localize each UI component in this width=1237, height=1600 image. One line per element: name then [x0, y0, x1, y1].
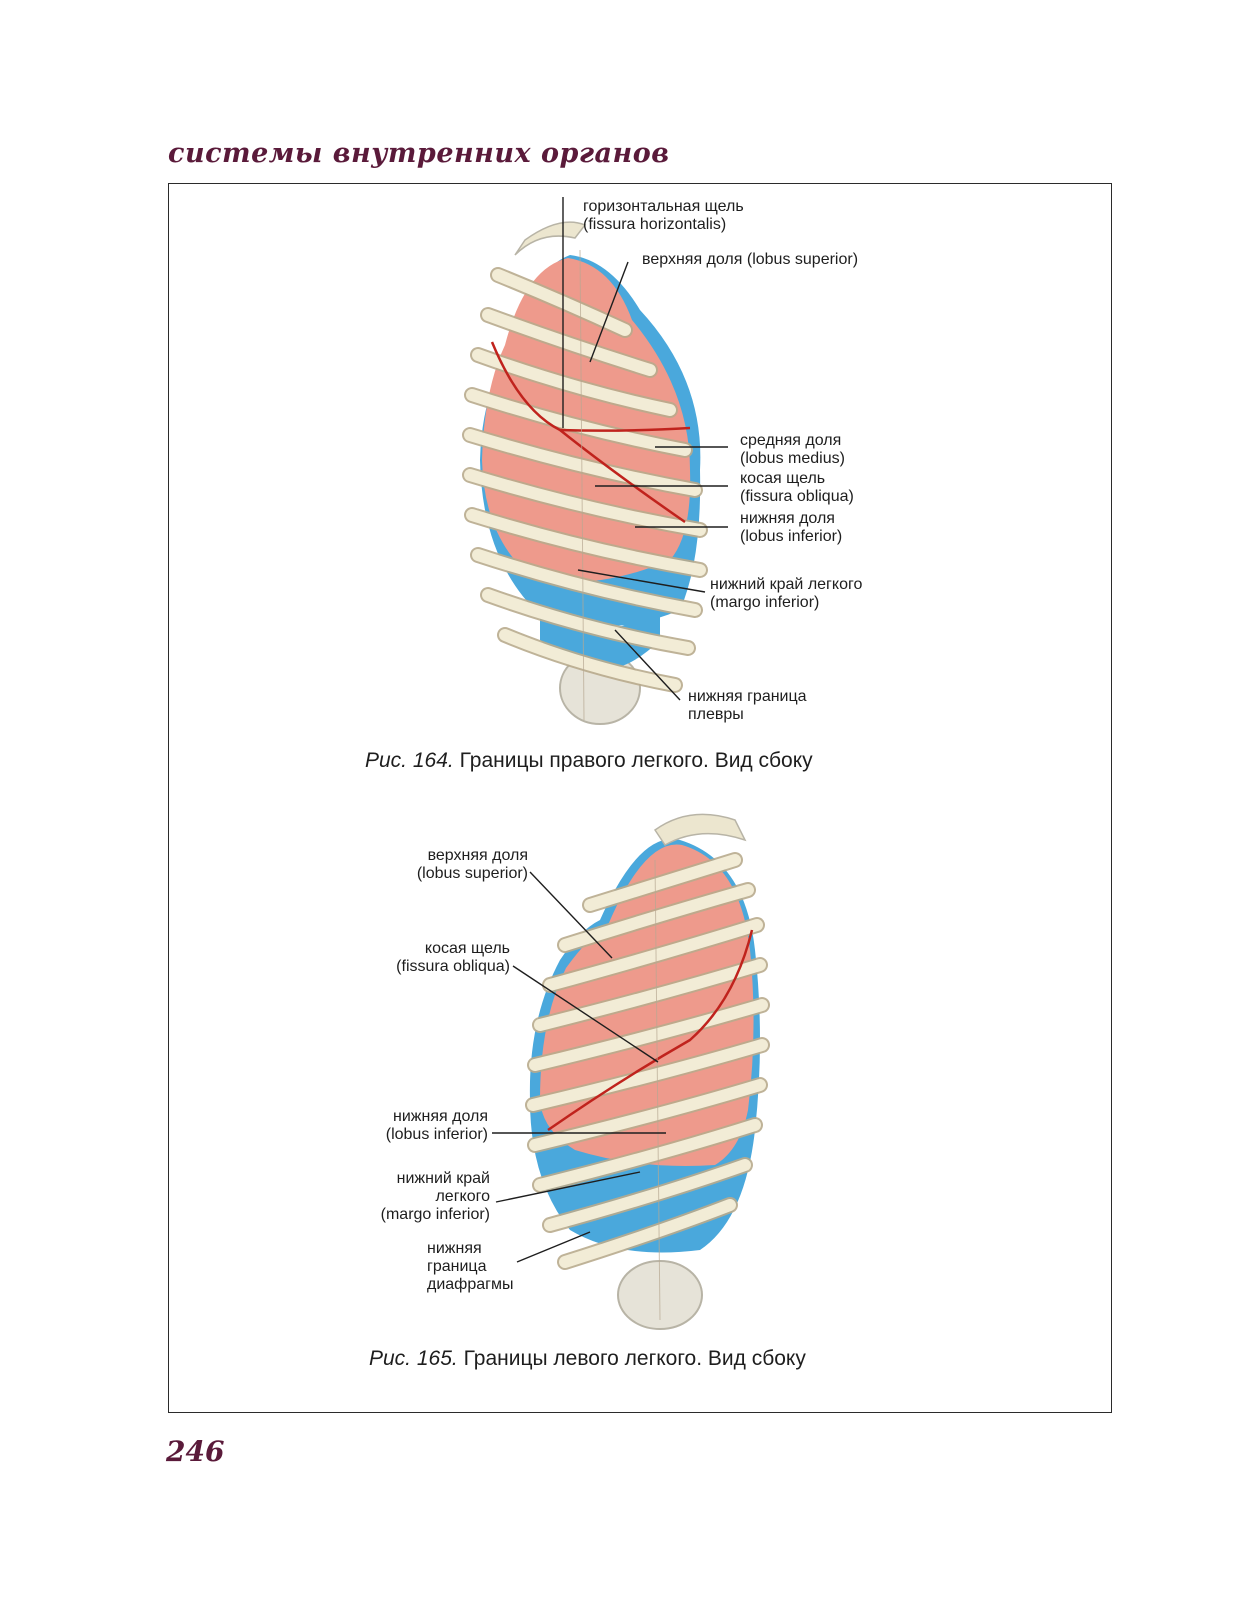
label-lobus-superior-left: верхняя доля (lobus superior) [416, 847, 528, 882]
label-lobus-superior: верхняя доля (lobus superior) [642, 251, 859, 268]
caption-text: Границы левого легкого. Вид сбоку [463, 1347, 806, 1370]
running-head: системы внутренних органов [168, 138, 670, 169]
label-lobus-inferior-left: нижняя доля (lobus inferior) [385, 1108, 488, 1143]
caption-number: Рис. 164. [365, 749, 454, 772]
caption-number: Рис. 165. [369, 1347, 458, 1370]
figure-frame [168, 183, 1112, 1413]
label-fissura-obliqua: косая щель (fissura obliqua) [740, 470, 854, 505]
label-pleura-border: нижняя граница плевры [688, 688, 807, 723]
label-diaphragm-border: нижняя граница диафрагмы [427, 1240, 514, 1293]
figure-caption-164 [365, 749, 813, 773]
label-lobus-inferior: нижняя доля (lobus inferior) [740, 510, 843, 545]
label-lobus-medius: средняя доля (lobus medius) [740, 432, 845, 467]
figure-caption-165 [369, 1347, 806, 1371]
label-margo-inferior-left: нижний край легкого (margo inferior) [380, 1170, 490, 1223]
label-fissura-obliqua-left: косая щель (fissura obliqua) [396, 940, 510, 975]
label-fissura-horizontalis: горизонтальная щель (fissura horizontalis) [583, 198, 744, 233]
caption-text: Границы правого легкого. Вид сбоку [459, 749, 813, 772]
label-margo-inferior: нижний край легкого (margo inferior) [710, 576, 863, 611]
page-number: 246 [166, 1435, 225, 1468]
